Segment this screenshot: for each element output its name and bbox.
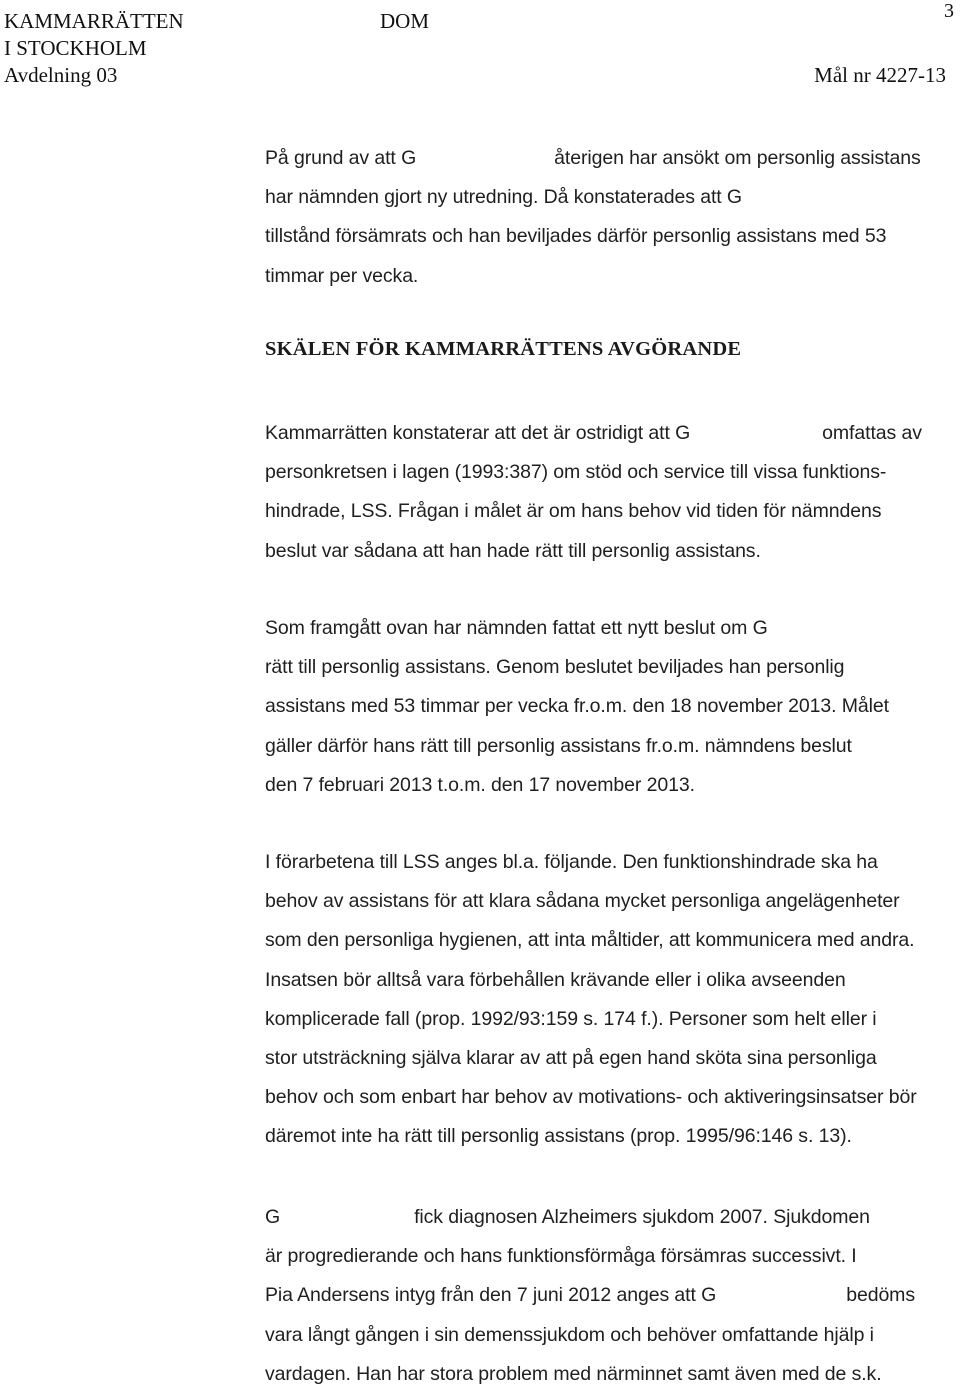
text-line: I förarbetena till LSS anges bl.a. följande. Den funktionshindrade ska ha [265,851,878,873]
text-line: har nämnden gjort ny utredning. Då konstaterades att G [265,186,742,209]
text-line: timmar per vecka. [265,264,419,287]
text-line: tillstånd försämrats och han beviljades därför personlig assistans med 53 [265,225,887,248]
court-name-line2: I STOCKHOLM [4,36,147,60]
text-line: rätt till personlig assistans. Genom beslutet beviljades han personlig [265,656,845,679]
text-line: Insatsen bör alltså vara förbehållen krävande eller i olika avseenden [265,968,846,991]
paragraph-diagnosis [265,1198,955,1394]
paragraph-preparatory-works [265,843,955,1157]
text-line: vara långt gången i sin demenssjukdom och behöver omfattande hjälp i [265,1323,874,1346]
paragraph-background [265,139,955,296]
division-label: Avdelning 03 [4,63,118,87]
case-number: Mål nr 4227-13 [814,63,946,87]
text-line: stor utsträckning själva klarar av att på egen hand sköta sina personliga [265,1046,877,1069]
text-line: vardagen. Han har stora problem med närminnet samt även med de s.k. [265,1362,882,1385]
section-heading: SKÄLEN FÖR KAMMARRÄTTENS AVGÖRANDE [265,338,742,360]
page-number: 3 [944,0,954,22]
text-line: hindrade, LSS. Frågan i målet är om hans behov vid tiden för nämndens [265,500,882,523]
text-line: Kammarrätten konstaterar att det är ostridigt att G omfattas av [265,422,922,444]
document-type: DOM [380,9,430,33]
text-line: På grund av att G återigen har ansökt om personlig assistans [265,147,921,169]
text-line: personkretsen i lagen (1993:387) om stöd och service till vissa funktions- [265,461,887,484]
court-name-line1: KAMMARRÄTTEN [4,9,184,33]
paragraph-scope [265,414,955,571]
text-line: som den personliga hygienen, att inta måltider, att kommunicera med andra. [265,929,915,952]
text-line: assistans med 53 timmar per vecka fr.o.m. den 18 november 2013. Målet [265,695,889,718]
text-line: Som framgått ovan har nämnden fattat ett nytt beslut om G [265,617,768,639]
text-line: gäller därför hans rätt till personlig assistans fr.o.m. nämndens beslut [265,734,852,757]
text-line: den 7 februari 2013 t.o.m. den 17 november 2013. [265,773,695,796]
court-header [4,8,184,89]
text-line: däremot inte ha rätt till personlig assistans (prop. 1995/96:146 s. 13). [265,1125,852,1148]
text-line: Pia Andersens intyg från den 7 juni 2012 anges att G bedöms [265,1284,915,1307]
text-line: beslut var sådana att han hade rätt till personlig assistans. [265,539,761,562]
paragraph-new-decision [265,609,955,805]
text-line: komplicerade fall (prop. 1992/93:159 s. 174 f.). Personer som helt eller i [265,1007,877,1030]
text-line: G fick diagnosen Alzheimers sjukdom 2007. Sjukdomen [265,1206,870,1228]
text-line: behov av assistans för att klara sådana mycket personliga angelägenheter [265,890,900,913]
text-line: är progredierande och hans funktionsförmåga försämras successivt. I [265,1245,857,1268]
text-line: behov och som enbart har behov av motivations- och aktiveringsinsatser bör [265,1086,917,1109]
